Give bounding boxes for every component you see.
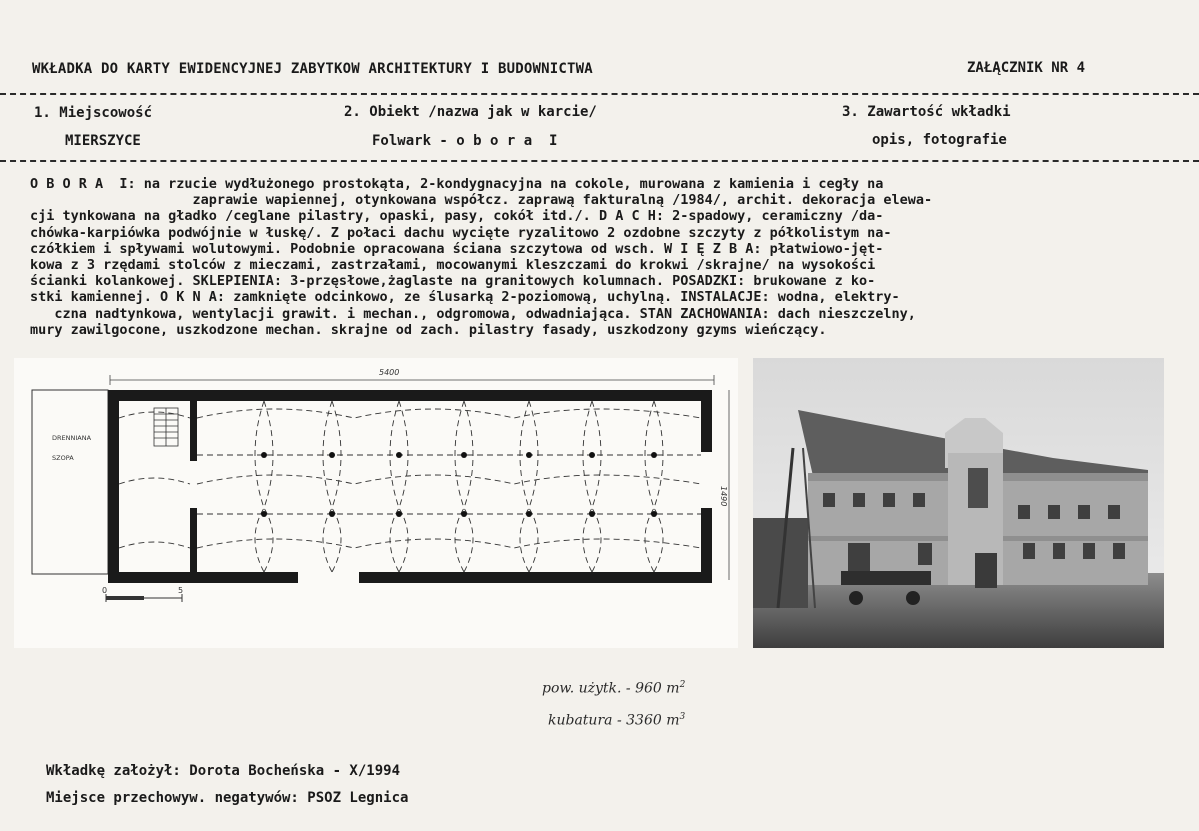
description-line: ścianki kolankowej. SKLEPIENIA: 3-przęsłowe,żaglaste na granitowych kolumnach. POSADZKI: brukowane z ko- [30, 273, 876, 290]
author-line: Wkładkę założył: Dorota Bocheńska - X/1994 [46, 763, 401, 779]
field-contents-label: 3. Zawartość wkładki [842, 104, 1011, 120]
field-object-value: Folwark - o b o r a I [372, 133, 558, 149]
annex-label-1: DRENNIANA [52, 434, 92, 442]
floor-plan [14, 358, 738, 648]
description-line: czna nadtynkowa, wentylacji grawit. i mechan., odgromowa, odwadniająca. STAN ZACHOWANIA: dach nieszczelny, [30, 305, 916, 322]
card-title: WKŁADKA DO KARTY EWIDENCYJNEJ ZABYTKOW ARCHITEKTURY I BUDOWNICTWA [32, 61, 593, 77]
attachment-number: ZAŁĄCZNIK NR 4 [967, 60, 1086, 76]
volume-label: kubatura - [548, 712, 622, 729]
description-line: O B O R A I: na rzucie wydłużonego prostokąta, 2-kondygnacyjna na cokole, murowana z kamienia i cegły na [30, 176, 884, 192]
description-line: kowa z 3 rzędami stolców z mieczami, zastrzałami, mocowanymi kleszczami do krokwi /skrajne/ na wysokości [30, 257, 876, 274]
description-line: mury zawilgocone, uszkodzone mechan. skrajne od zach. pilastry fasady, uszkodzony gzyms wieńczący. [30, 321, 827, 338]
usable-area-value: 960 m [635, 680, 680, 697]
usable-area-note [542, 680, 685, 697]
header-divider [0, 93, 1199, 95]
photo-image [753, 358, 1164, 648]
building-photograph [753, 358, 1164, 648]
fields-divider [0, 160, 1199, 162]
usable-area-exponent: 2 [679, 680, 686, 690]
description-line: zaprawie wapiennej, otynkowana współcz. zaprawą fakturalną /1984/, archit. dekoracja elewa- [30, 192, 933, 209]
volume-exponent: 3 [679, 712, 686, 722]
plan-dimension-top: 5400 [379, 368, 400, 377]
field-locality-label: 1. Miejscowość [34, 105, 153, 121]
description-line: stki kamiennej. O K N A: zamknięte odcinkowo, ze ślusarką 2-poziomową, uchylną. INSTALACJE: wodna, elektry- [30, 289, 900, 306]
volume-value: 3360 m [626, 712, 680, 729]
scale-start: 0 [102, 586, 108, 595]
annex-label-2: SZOPA [52, 454, 74, 462]
field-object-label: 2. Obiekt /nazwa jak w karcie/ [344, 104, 597, 120]
plan-dimension-right: 1490 [719, 486, 728, 507]
negatives-storage-line: Miejsce przechowyw. negatywów: PSOZ Legnica [46, 790, 409, 806]
volume-note [548, 712, 685, 729]
description-line: chówka-karpiówka podwójnie w łuskę/. Z połaci dachu wycięte ryzalitowo 2 ozdobne szczyty z półkolistym na- [30, 224, 892, 241]
field-contents-value: opis, fotografie [872, 132, 1007, 148]
description-line: czółkiem i spływami wolutowymi. Podobnie opracowana ściana szczytowa od wsch. W I Ę Z B A: płatwiowo-jęt- [30, 240, 884, 257]
floor-plan-drawing [14, 358, 738, 648]
description-line: cji tynkowana na gładko /ceglane pilastry, opaski, pasy, cokół itd./. D A C H: 2-spadowy, ceramiczny /da- [30, 208, 884, 225]
description-text [30, 176, 1160, 338]
usable-area-label: pow. użytk. - [542, 680, 631, 697]
scale-end: 5 [178, 586, 184, 595]
field-locality-value: MIERSZYCE [65, 133, 141, 149]
